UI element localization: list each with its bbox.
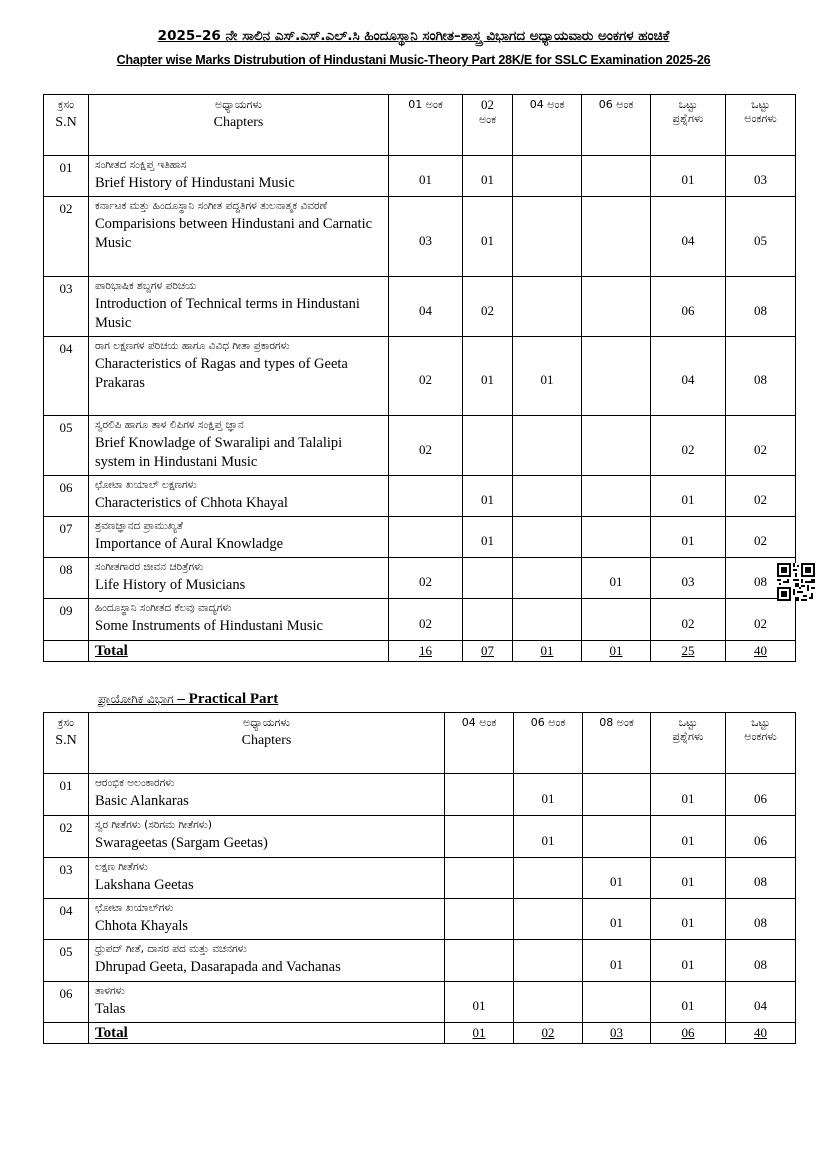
cell-6-mark [582,599,651,641]
row-chapter: ಧ್ರುಪದ್ ಗೀತೆ, ದಾಸರ ಪದ ಮತ್ತು ವಚನಗಳು Dhrupad Geeta, Dasarapada and Vachanas [89,940,445,982]
four-mark-header: 04 ಅಂಕ [513,95,582,156]
total-4-mark: 01 [445,1023,514,1044]
row-chapter: ಶ್ರವಣಜ್ಞಾನದ ಪ್ರಾಮುಖ್ಯತೆ Importance of Aural Knowladge [89,517,389,558]
table-row [44,277,796,337]
total-6-mark: 02 [514,1023,583,1044]
total-questions-header: ಒಟ್ಟು ಪ್ರಶ್ನೆಗಳು [651,95,726,156]
cell-total-marks: 03 [726,156,796,197]
table-row [44,774,796,816]
cell-6-mark: 01 [514,816,583,858]
cell-6-mark: 01 [582,558,651,599]
total-row [44,1023,796,1044]
row-chapter: ಛೋಟಾ ಖಯಾಲ್‌ಗಳು Chhota Khayals [89,899,445,940]
cell-6-mark [514,982,583,1023]
cell-total-marks: 02 [726,517,796,558]
cell-total-marks: 08 [726,940,796,982]
cell-4-mark: 01 [445,982,514,1023]
row-chapter: ಲಕ್ಷಣ ಗೀತೆಗಳು Lakshana Geetas [89,858,445,899]
cell-4-mark [513,476,582,517]
row-chapter: ಸ್ವರಲಿಪಿ ಹಾಗೂ ತಾಳ ಲಿಪಿಗಳ ಸಂಕ್ಷಿಪ್ತ ಜ್ಞಾನ Brief Knowladge of Swaralipi and Talalipi system in Hindustani Music [89,416,389,476]
cell-total-marks: 02 [726,599,796,641]
row-chapter: ಛೋಟಾ ಖಯಾಲ್ ಲಕ್ಷಣಗಳು Characteristics of Chhota Khayal [89,476,389,517]
cell-total-questions: 04 [651,337,726,416]
cell-total-marks: 02 [726,416,796,476]
row-chapter: ತಾಳಗಳು Talas [89,982,445,1023]
table-row [44,416,796,476]
cell-total-marks: 08 [726,277,796,337]
row-sn: 02 [44,197,89,277]
page-title-english: Chapter wise Marks Distrubution of Hindustani Music-Theory Part 28K/E for SSLC Examination 2025-26 [116,53,711,67]
row-sn: 06 [44,476,89,517]
cell-1-mark: 02 [389,337,463,416]
cell-total-questions: 01 [651,899,726,940]
row-chapter: ಸಂಗೀತಗಾರರ ಜೀವನ ಚರಿತ್ರೆಗಳು Life History of Musicians [89,558,389,599]
cell-total-marks: 04 [726,982,796,1023]
page-title-kannada: 2025–26 ನೇ ಸಾಲಿನ ಎಸ್.ಎಸ್.ಎಲ್.ಸಿ ಹಿಂದೂಸ್ಥಾನಿ ಸಂಗೀತ–ಶಾಸ್ತ್ರ ವಿಭಾಗದ ಅಧ್ಯಾಯವಾರು ಅಂಕಗಳ ಹಂಚಿಕೆ [157,28,670,44]
cell-4-mark [513,197,582,277]
cell-total-questions: 04 [651,197,726,277]
total-marks: 40 [726,1023,796,1044]
total-marks-header: ಒಟ್ಟು ಅಂಕಗಳು [726,95,796,156]
cell-6-mark [582,156,651,197]
cell-total-questions: 01 [651,476,726,517]
total-2-mark: 07 [463,641,513,662]
row-chapter: ಪಾರಿಭಾಷಿಕ ಶಬ್ದಗಳ ಪರಿಚಯ Introduction of Technical terms in Hindustani Music [89,277,389,337]
practical-marks-table [43,712,796,1044]
table-row [44,599,796,641]
cell-2-mark: 01 [463,517,513,558]
cell-6-mark [582,197,651,277]
row-sn: 01 [44,774,89,816]
table-row [44,558,796,599]
cell-total-questions: 01 [651,774,726,816]
row-sn: 02 [44,816,89,858]
cell-2-mark [463,558,513,599]
cell-4-mark [513,416,582,476]
cell-2-mark [463,599,513,641]
cell-1-mark: 01 [389,156,463,197]
total-marks-header: ಒಟ್ಟು ಅಂಕಗಳು [726,713,796,774]
cell-4-mark [513,599,582,641]
table-row [44,858,796,899]
cell-8-mark: 01 [583,858,651,899]
cell-6-mark [514,940,583,982]
row-chapter: ಸಂಗೀತದ ಸಂಕ್ಷಿಪ್ತ ಇತಿಹಾಸ Brief History of Hindustani Music [89,156,389,197]
table-row [44,517,796,558]
sn-header: ಕ್ರಸಂ S.N [44,95,89,156]
theory-header-row [44,95,796,156]
two-mark-header: 02 ಅಂಕ [463,95,513,156]
cell-2-mark: 01 [463,197,513,277]
total-row [44,641,796,662]
theory-marks-table [43,94,796,662]
cell-6-mark [582,476,651,517]
table-row [44,197,796,277]
cell-total-questions: 01 [651,858,726,899]
cell-6-mark [582,337,651,416]
cell-6-mark: 01 [514,774,583,816]
cell-4-mark [513,558,582,599]
cell-1-mark: 02 [389,599,463,641]
cell-4-mark [513,156,582,197]
eight-mark-header: 08 ಅಂಕ [583,713,651,774]
cell-total-questions: 03 [651,558,726,599]
six-mark-header: 06 ಅಂಕ [582,95,651,156]
cell-8-mark: 01 [583,940,651,982]
row-sn: 08 [44,558,89,599]
row-chapter: ಕರ್ನಾಟಕ ಮತ್ತು ಹಿಂದೂಸ್ಥಾನಿ ಸಂಗೀತ ಪದ್ಧತಿಗಳ ತುಲನಾತ್ಮಕ ವಿವರಣೆ Comparisions between Hindustani and Carnatic Music [89,197,389,277]
four-mark-header: 04 ಅಂಕ [445,713,514,774]
cell-4-mark [513,517,582,558]
cell-6-mark [514,858,583,899]
total-questions-header: ಒಟ್ಟು ಪ್ರಶ್ನೆಗಳು [651,713,726,774]
row-chapter: ರಾಗ ಲಕ್ಷಣಗಳ ಪರಿಚಯ ಹಾಗೂ ವಿವಿಧ ಗೀತಾ ಪ್ರಕಾರಗಳು Characteristics of Ragas and types of Geeta Prakaras [89,337,389,416]
cell-4-mark [445,940,514,982]
total-questions: 25 [651,641,726,662]
cell-6-mark [514,899,583,940]
row-chapter: ಹಿಂದೂಸ್ಥಾನಿ ಸಂಗೀತದ ಕೆಲವು ವಾದ್ಯಗಳು Some Instruments of Hindustani Music [89,599,389,641]
practical-header-row [44,713,796,774]
table-row [44,816,796,858]
row-sn: 09 [44,599,89,641]
cell-total-questions: 01 [651,517,726,558]
table-row [44,156,796,197]
cell-total-marks: 08 [726,558,796,599]
cell-total-questions: 02 [651,599,726,641]
cell-total-marks: 08 [726,858,796,899]
cell-total-marks: 08 [726,899,796,940]
cell-1-mark: 04 [389,277,463,337]
cell-6-mark [582,416,651,476]
cell-total-marks: 02 [726,476,796,517]
cell-8-mark [583,816,651,858]
cell-4-mark [445,899,514,940]
table-row [44,982,796,1023]
six-mark-header: 06 ಅಂಕ [514,713,583,774]
chapters-header: ಅಧ್ಯಾಯಗಳು Chapters [89,713,445,774]
row-chapter: ಸ್ವರ ಗೀತೆಗಳು (ಸರಿಗಮ ಗೀತೆಗಳು) Swarageetas (Sargam Geetas) [89,816,445,858]
cell-4-mark: 01 [513,337,582,416]
cell-6-mark [582,517,651,558]
cell-1-mark: 02 [389,558,463,599]
practical-part-heading: ಪ್ರಾಯೋಗಿಕ ವಿಭಾಗ – Practical Part [98,691,279,707]
cell-total-questions: 02 [651,416,726,476]
row-sn: 05 [44,416,89,476]
chapters-header: ಅಧ್ಯಾಯಗಳು Chapters [89,95,389,156]
cell-total-marks: 08 [726,337,796,416]
total-6-mark: 01 [582,641,651,662]
row-chapter: ಆರಂಭಿಕ ಅಲಂಕಾರಗಳು Basic Alankaras [89,774,445,816]
cell-6-mark [582,277,651,337]
total-4-mark: 01 [513,641,582,662]
total-8-mark: 03 [583,1023,651,1044]
total-label: Total [89,1023,445,1044]
cell-4-mark [513,277,582,337]
table-row [44,337,796,416]
cell-4-mark [445,858,514,899]
one-mark-header: 01 ಅಂಕ [389,95,463,156]
cell-total-questions: 06 [651,277,726,337]
row-sn: 04 [44,899,89,940]
total-label: Total [89,641,389,662]
cell-2-mark [463,416,513,476]
cell-8-mark [583,982,651,1023]
cell-8-mark: 01 [583,899,651,940]
cell-1-mark: 02 [389,416,463,476]
cell-total-questions: 01 [651,940,726,982]
row-sn: 04 [44,337,89,416]
cell-4-mark [445,816,514,858]
total-marks: 40 [726,641,796,662]
total-1-mark: 16 [389,641,463,662]
cell-total-marks: 06 [726,774,796,816]
row-sn: 03 [44,277,89,337]
row-sn: 07 [44,517,89,558]
sn-header: ಕ್ರಸಂ S.N [44,713,89,774]
table-row [44,940,796,982]
row-sn: 05 [44,940,89,982]
qr-code-icon [777,563,815,601]
cell-1-mark: 03 [389,197,463,277]
row-sn: 01 [44,156,89,197]
cell-1-mark [389,476,463,517]
cell-1-mark [389,517,463,558]
cell-2-mark: 01 [463,156,513,197]
row-sn: 03 [44,858,89,899]
row-sn: 06 [44,982,89,1023]
table-row [44,899,796,940]
table-row [44,476,796,517]
cell-total-questions: 01 [651,816,726,858]
cell-total-questions: 01 [651,982,726,1023]
cell-8-mark [583,774,651,816]
cell-total-marks: 05 [726,197,796,277]
cell-2-mark: 01 [463,337,513,416]
cell-total-marks: 06 [726,816,796,858]
total-questions: 06 [651,1023,726,1044]
cell-2-mark: 01 [463,476,513,517]
cell-total-questions: 01 [651,156,726,197]
cell-2-mark: 02 [463,277,513,337]
cell-4-mark [445,774,514,816]
